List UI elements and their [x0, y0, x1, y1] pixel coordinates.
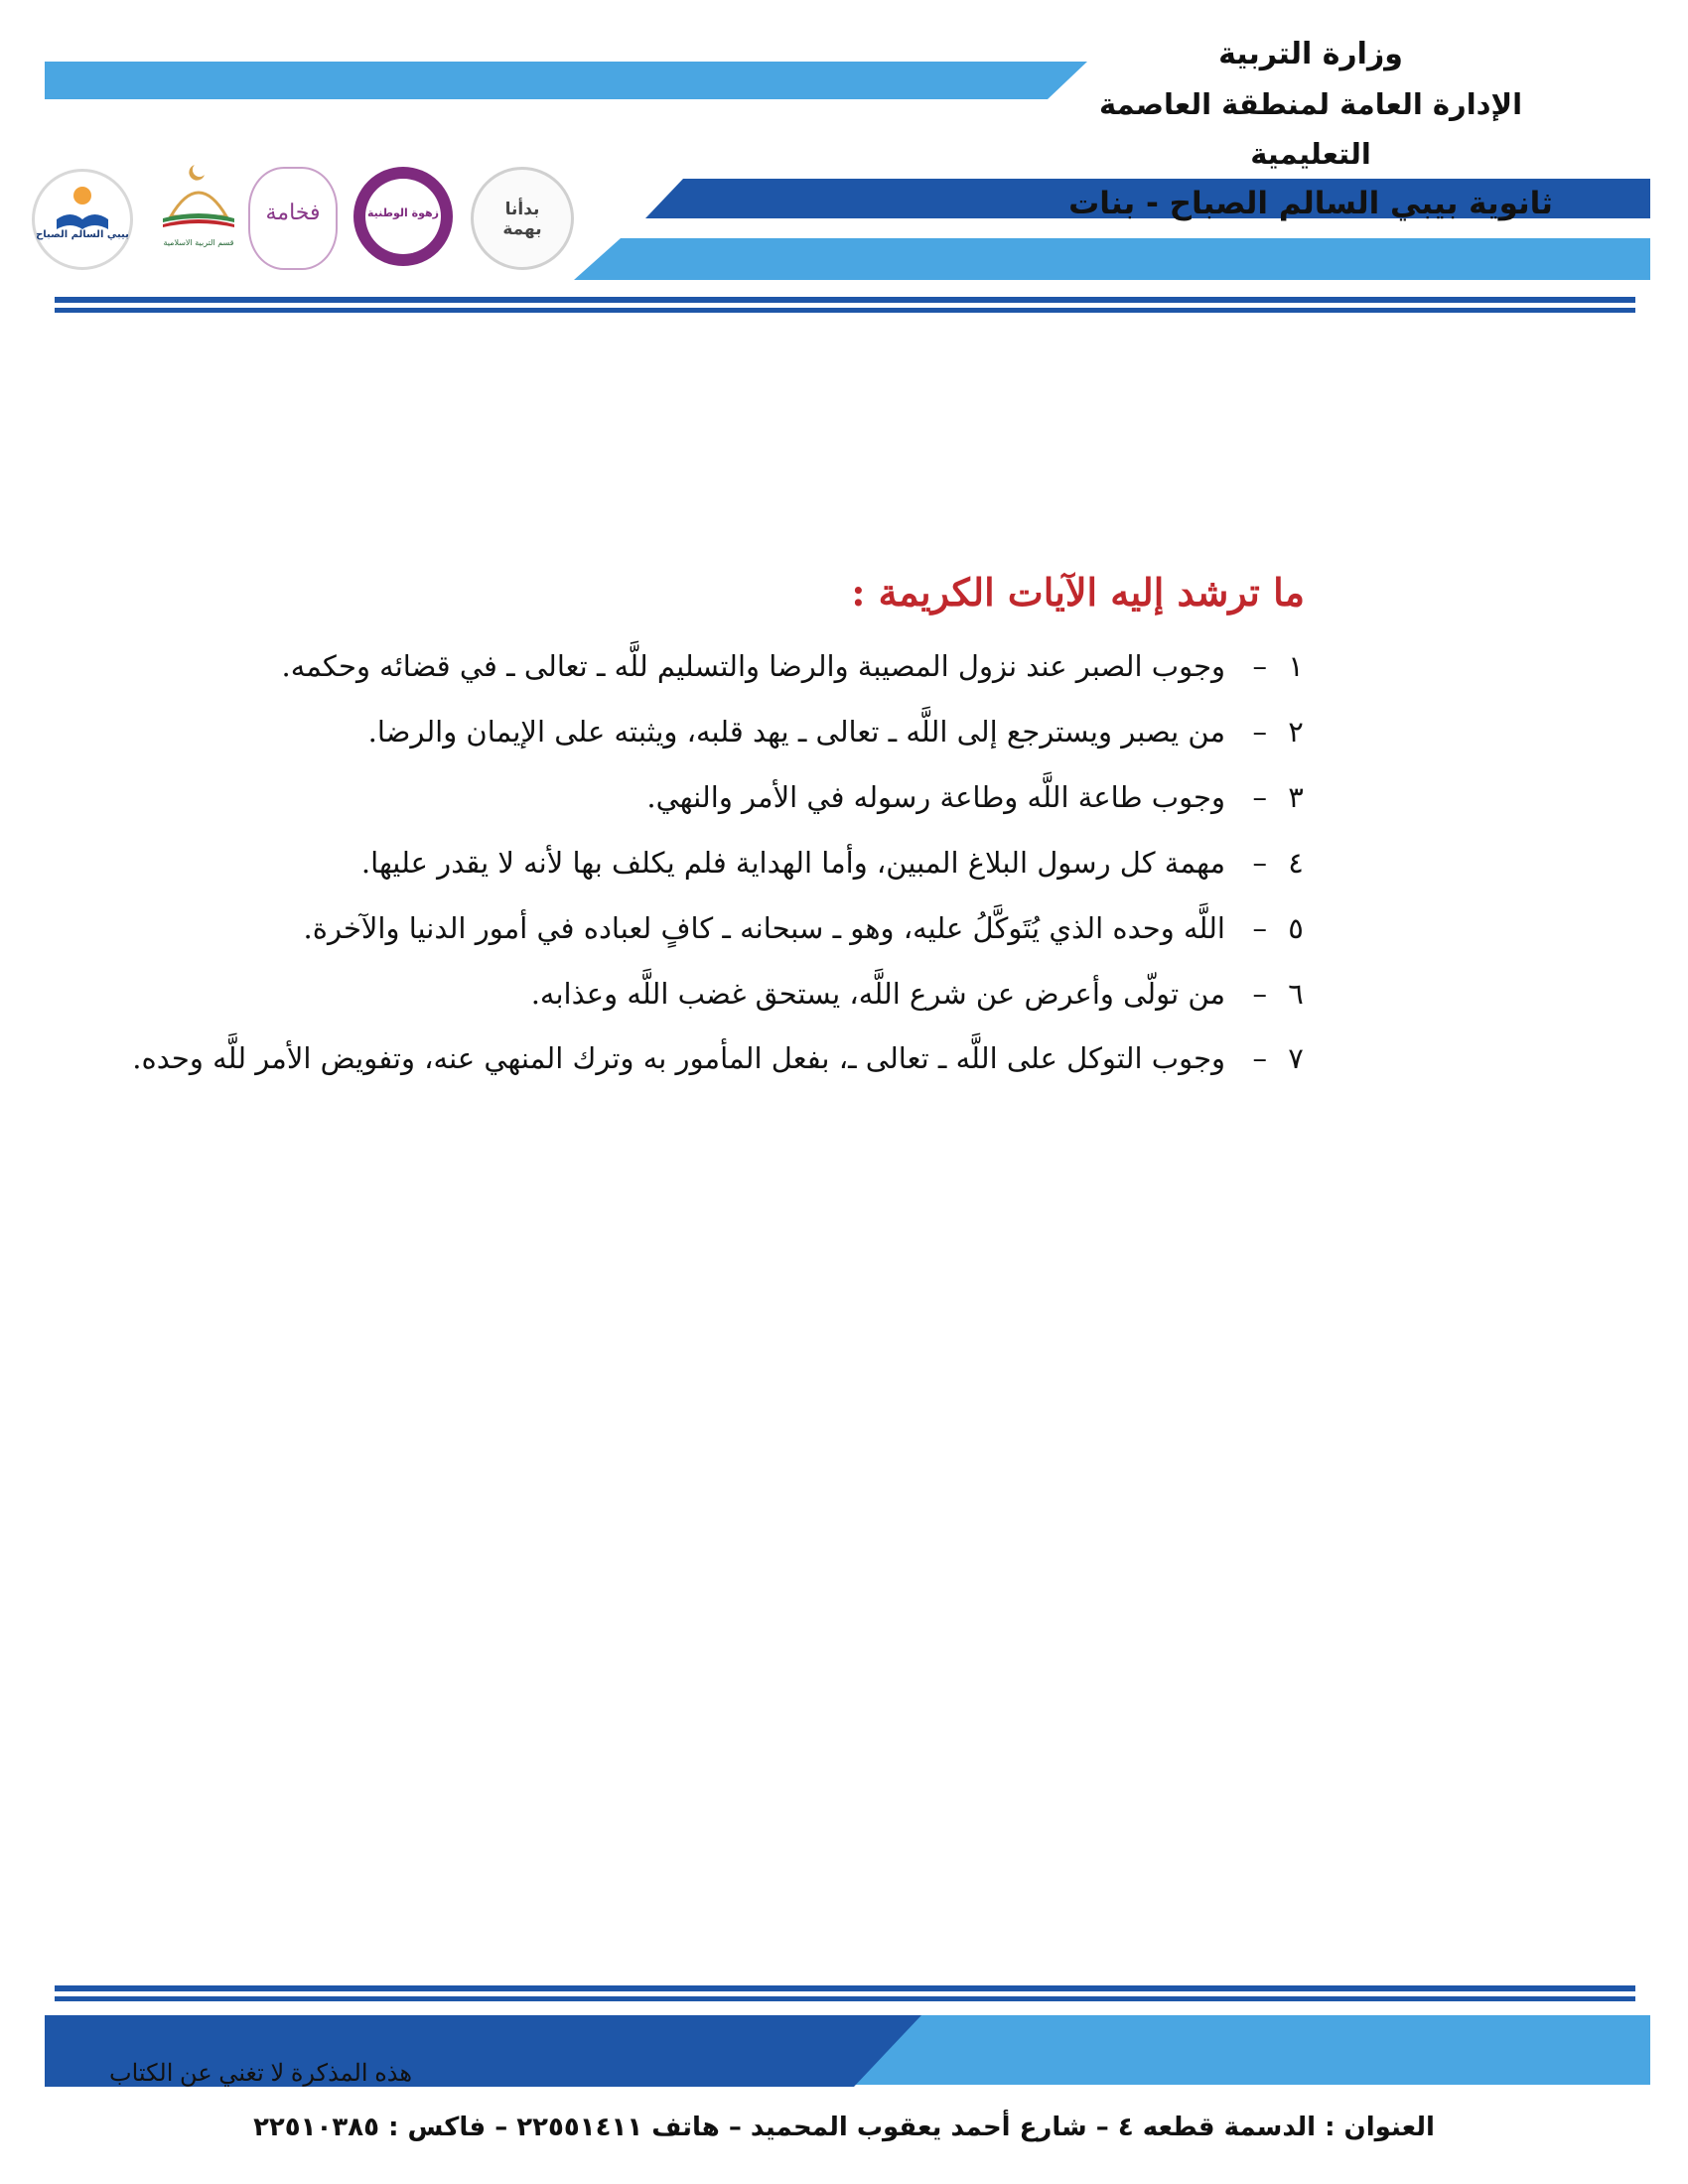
item-text: اللَّه وحده الذي يُتَوكَّلُ عليه، وهو ـ سبحانه ـ كافٍ لعباده في أمور الدنيا والآخرة.	[303, 911, 1225, 945]
list-item	[99, 830, 1311, 895]
school-logo-text: بيبي السالم الصباح	[36, 229, 129, 240]
watani-logo	[353, 167, 453, 266]
item-number: ١	[1288, 649, 1304, 683]
footer-rule-top	[55, 1985, 1635, 1991]
ministry-name: وزارة التربية	[1218, 37, 1403, 71]
item-number: ٦	[1288, 977, 1304, 1011]
footer-rule-bottom	[55, 1996, 1635, 2001]
footer-light-band	[830, 2015, 1650, 2085]
header-top-light-band	[45, 62, 1087, 99]
list-item	[99, 699, 1311, 764]
item-dash: –	[1252, 715, 1267, 749]
islamic-dept-logo	[149, 159, 248, 270]
directorate-name: الإدارة العامة لمنطقة العاصمة التعليمية	[1098, 87, 1523, 171]
fakhama-logo-text: فخامة	[265, 201, 321, 225]
badana-logo	[471, 167, 574, 270]
item-dash: –	[1252, 977, 1267, 1011]
list-item	[99, 764, 1311, 830]
school-logo	[32, 169, 133, 270]
watani-logo-text: زهوة الوطنية	[367, 206, 439, 219]
item-text: وجوب طاعة اللَّه وطاعة رسوله في الأمر والنهي.	[646, 780, 1225, 814]
item-text: مهمة كل رسول البلاغ المبين، وأما الهداية فلم يكلف بها لأنه لا يقدر عليها.	[360, 846, 1225, 880]
item-text: من يصبر ويسترجع إلى اللَّه ـ تعالى ـ يهد قلبه، ويثبته على الإيمان والرضا.	[367, 715, 1225, 749]
item-number: ٢	[1288, 715, 1304, 749]
item-number: ٥	[1288, 911, 1304, 945]
list-item	[99, 1026, 1311, 1090]
item-dash: –	[1252, 780, 1267, 814]
list-item	[99, 895, 1311, 961]
item-number: ٤	[1288, 846, 1304, 880]
footer-address: العنوان : الدسمة قطعه ٤ – شارع أحمد يعقوب المحميد – هاتف ٢٢٥٥١٤١١ – فاكس : ٢٢٥١٠٣٨٥	[253, 2113, 1435, 2142]
mosque-icon	[149, 159, 248, 228]
item-text: وجوب التوكل على اللَّه ـ تعالى ـ، بفعل المأمور به وترك المنهي عنه، وتفويض الأمر للَّه وحده.	[132, 1041, 1225, 1075]
item-dash: –	[1252, 1041, 1267, 1075]
item-text: من تولّى وأعرض عن شرع اللَّه، يستحق غضب اللَّه وعذابه.	[530, 977, 1225, 1011]
list-item	[99, 633, 1311, 699]
item-text: وجوب الصبر عند نزول المصيبة والرضا والتسليم للَّه ـ تعالى ـ في قضائه وحكمه.	[281, 649, 1225, 683]
badana-logo-text: بدأنا بهمة	[502, 200, 542, 239]
header-text-block	[1053, 30, 1569, 228]
verses-guidance-list	[99, 633, 1311, 1090]
item-number: ٧	[1288, 1041, 1304, 1075]
header-rule-top	[55, 297, 1635, 303]
fakhama-logo	[248, 167, 338, 270]
islamic-dept-caption: قسم التربية الاسلامية	[163, 238, 234, 247]
item-number: ٣	[1288, 780, 1304, 814]
section-heading: ما ترشد إليه الآيات الكريمة :	[851, 570, 1305, 614]
item-dash: –	[1252, 911, 1267, 945]
footer-decoration	[0, 2005, 1688, 2105]
school-name: ثانوية بيبي السالم الصباح - بنات	[1068, 186, 1553, 221]
list-item	[99, 961, 1311, 1026]
header-bottom-light-band	[574, 238, 1650, 280]
header-rule-bottom	[55, 308, 1635, 313]
footer-note: هذه المذكرة لا تغني عن الكتاب	[109, 2060, 413, 2087]
item-dash: –	[1252, 846, 1267, 880]
item-dash: –	[1252, 649, 1267, 683]
